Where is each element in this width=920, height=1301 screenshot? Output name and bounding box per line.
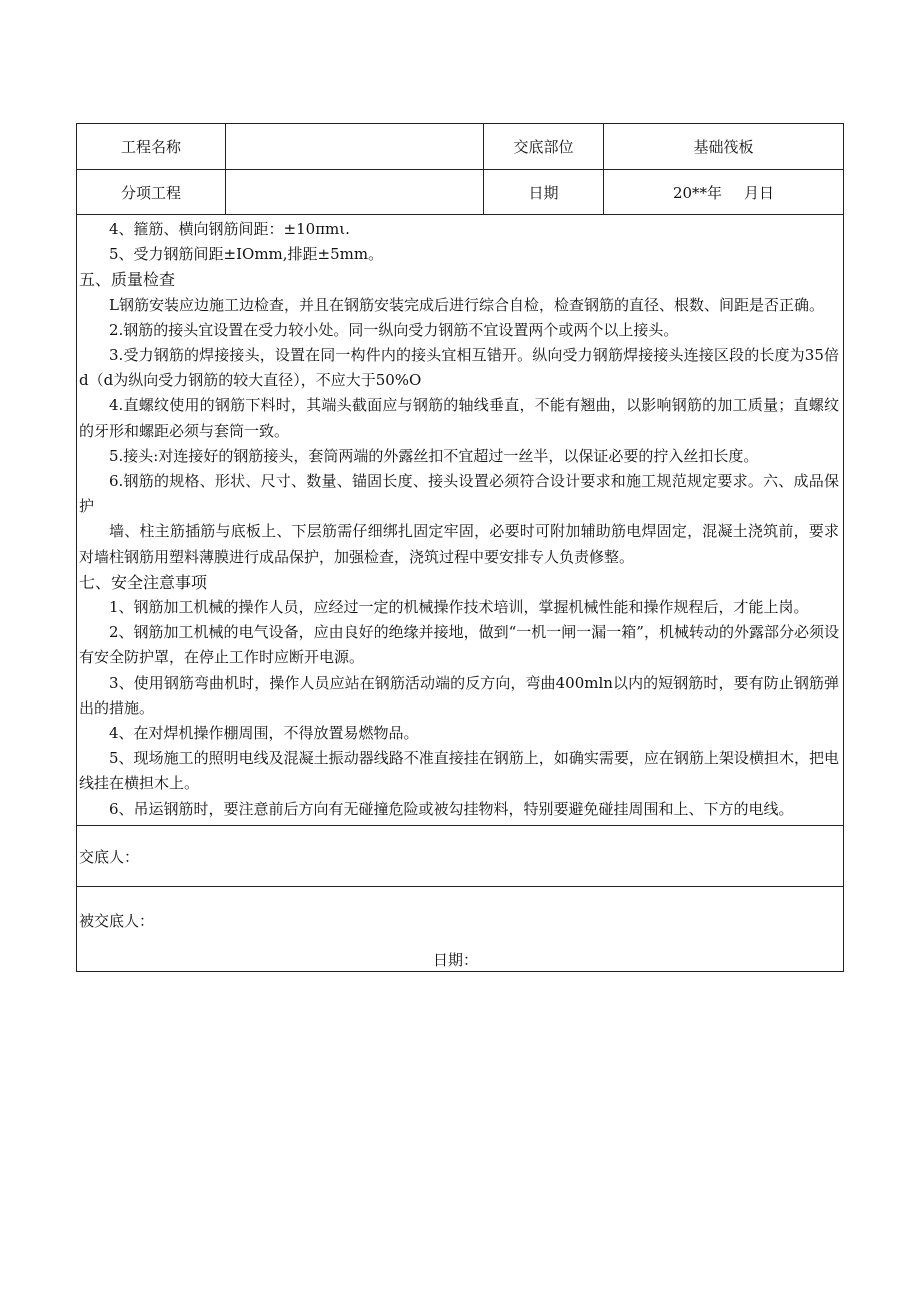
- section-heading-quality: 五、质量检查: [79, 270, 176, 290]
- paragraph: 6.钢筋的规格、形状、尺寸、数量、锚固长度、接头设置必须符合设计要求和施工规范规定要求。六、成品保护: [79, 472, 839, 516]
- paragraph: 4、箍筋、横向钢筋间距：±10πmι.: [109, 220, 350, 238]
- paragraph: 5、受力钢筋间距±IOmm,排距±5mm。: [109, 245, 384, 264]
- project-name-field[interactable]: [225, 124, 483, 169]
- location-field[interactable]: 基础筏板: [603, 124, 843, 169]
- paragraph: L钢筋安装应边施工边检查，并且在钢筋安装完成后进行综合自检，检查钢筋的直径、根数、间距是否正确。: [109, 295, 824, 314]
- section-heading-safety: 七、安全注意事项: [79, 572, 208, 592]
- header-row-project: [77, 124, 843, 170]
- paragraph: 5、现场施工的照明电线及混凝土振动器线路不准直接挂在钢筋上，如确实需要，应在钢筋上架设横担木，把电线挂在横担木上。: [79, 749, 839, 793]
- paragraph: 5.接头:对连接好的钢筋接头，套筒两端的外露丝扣不宜超过一丝半，以保证必要的拧入丝扣长度。: [109, 446, 759, 465]
- paragraph: 4.直螺纹使用的钢筋下料时，其端头截面应与钢筋的轴线垂直，不能有翘曲，以影响钢筋的加工质量；直螺纹的牙形和螺距必须与套筒一致。: [79, 396, 839, 440]
- paragraph: 墙、柱主筋插筋与底板上、下层筋需仔细绑扎固定牢固，必要时可附加辅助筋电焊固定，混凝土浇筑前，要求对墙柱钢筋用塑料薄膜进行成品保护，加强检查，浇筑过程中要安排专人负责修整。: [79, 522, 839, 566]
- discloser-label: 交底人：: [79, 847, 140, 866]
- paragraph: 4、在对焊机操作棚周围，不得放置易燃物品。: [109, 724, 419, 743]
- discloser-signature-field[interactable]: [77, 826, 843, 887]
- paragraph: 6、吊运钢筋时，要注意前后方向有无碰撞危险或被勾挂物料，特别要避免碰挂周围和上、下方的电线。: [109, 799, 794, 818]
- disclosure-content: [77, 215, 843, 826]
- subproject-label: 分项工程: [120, 183, 181, 202]
- date-month-day: 月日: [744, 183, 775, 202]
- disclosure-form-table: [76, 123, 844, 972]
- receiver-label: 被交底人：: [79, 911, 155, 930]
- paragraph: 2、钢筋加工机械的电气设备，应由良好的绝缘并接地，做到“一机一闸一漏一箱”，机械转动的外露部分必须设有安全防护罩，在停止工作时应断开电源。: [79, 623, 839, 667]
- date-label: 日期: [483, 170, 603, 214]
- paragraph: 3.受力钢筋的焊接接头，设置在同一构件内的接头宜相互错开。纵向受力钢筋焊接接头连接区段的长度为35倍d（d为纵向受力钢筋的较大直径），不应大于50%O: [79, 346, 839, 390]
- paragraph: 2.钢筋的接头宜设置在受力较小处。同一纵向受力钢筋不宜设置两个或两个以上接头。: [109, 320, 679, 339]
- paragraph: 1、钢筋加工机械的操作人员，应经过一定的机械操作技术培训，掌握机械性能和操作规程后，才能上岗。: [109, 598, 809, 617]
- date-field[interactable]: [603, 170, 843, 214]
- date-year: 20**年: [672, 183, 723, 202]
- paragraph: 3、使用钢筋弯曲机时，操作人员应站在钢筋活动端的反方向，弯曲400mln以内的短钢筋时，要有防止钢筋弹出的措施。: [79, 673, 839, 717]
- header-row-subproject: [77, 170, 843, 215]
- project-name-label: 工程名称: [120, 138, 181, 156]
- subproject-field[interactable]: [225, 170, 483, 214]
- signature-date-label: 日期：: [433, 950, 479, 969]
- receiver-signature-field[interactable]: [77, 887, 843, 971]
- location-label: 交底部位: [483, 124, 603, 169]
